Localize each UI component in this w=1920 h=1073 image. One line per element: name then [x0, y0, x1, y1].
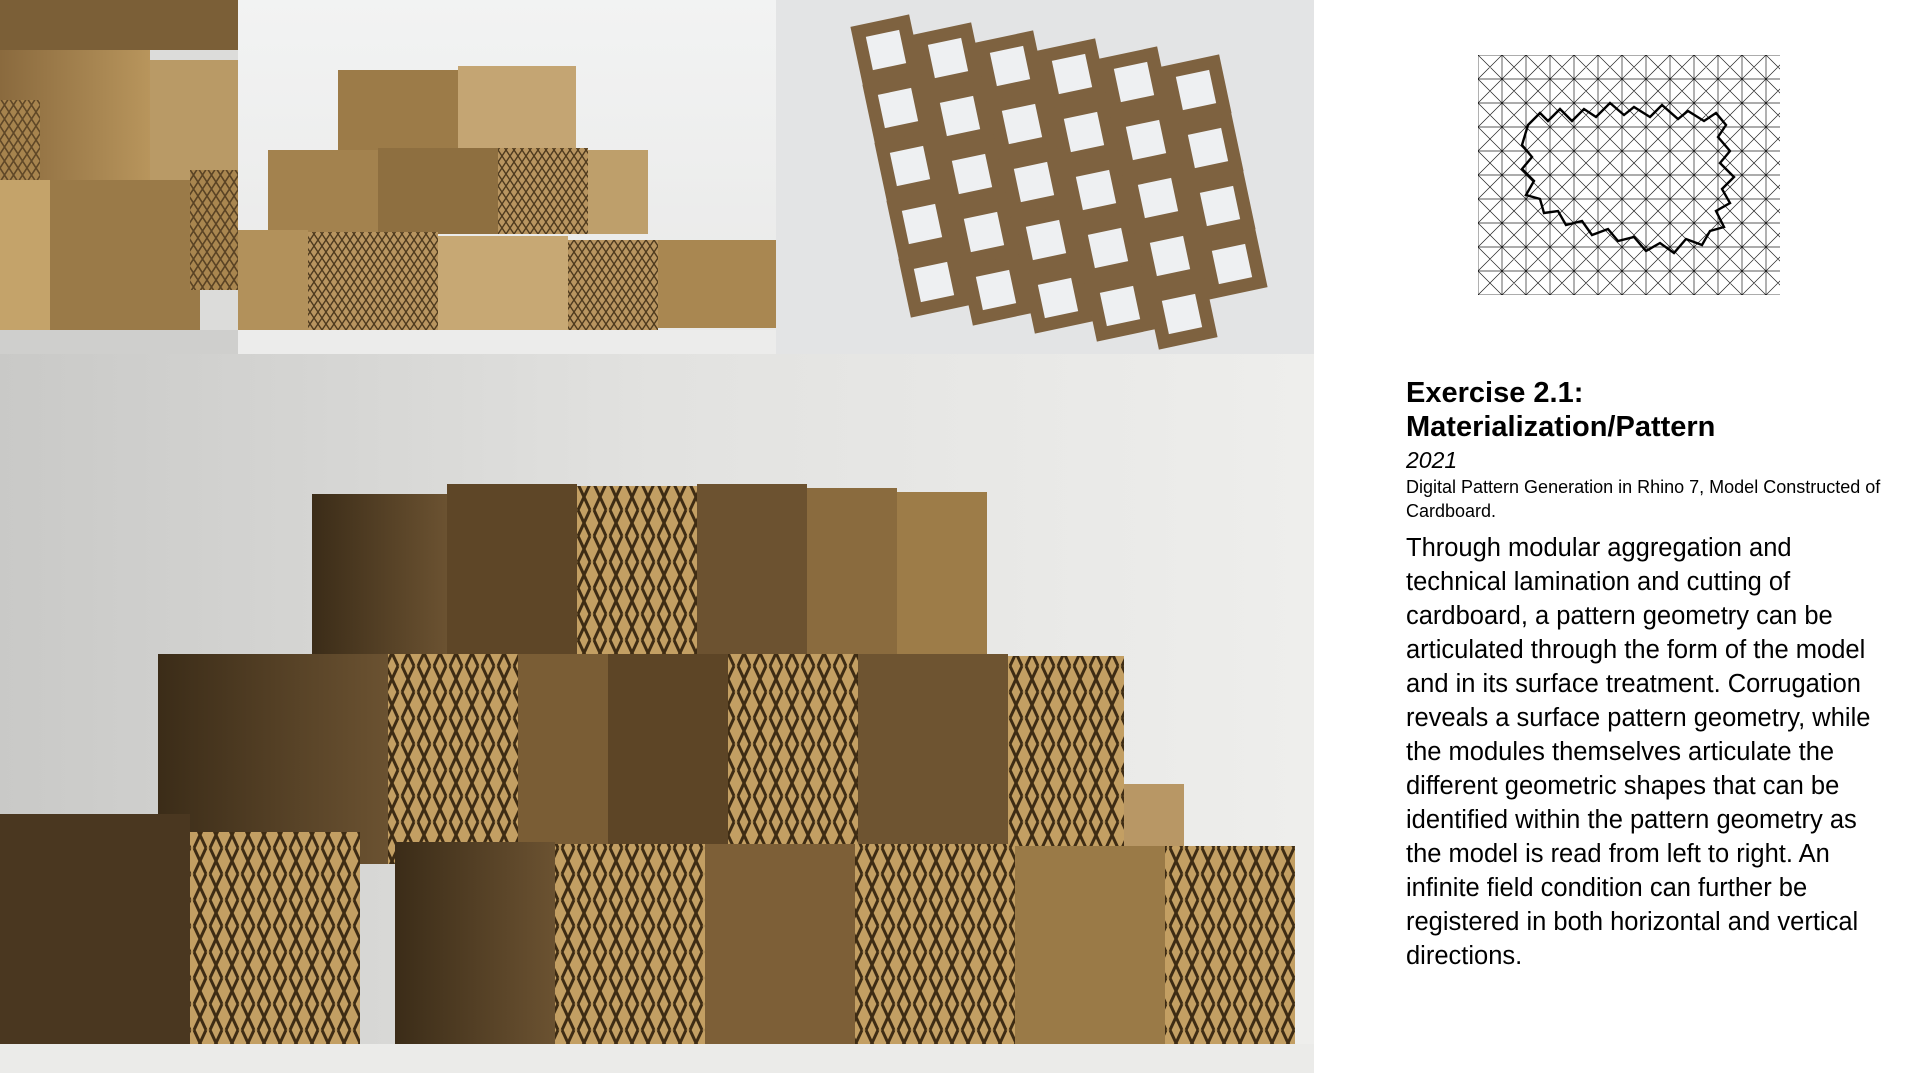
lattice-frame	[1022, 262, 1093, 333]
pattern-outline	[1522, 103, 1734, 253]
exercise-year: 2021	[1406, 447, 1458, 473]
cardboard-model-main-photo	[0, 354, 1314, 1073]
cardboard-cubes-photo-aggregation	[238, 0, 776, 354]
cardboard-lattice-photo	[776, 0, 1314, 354]
lattice-frame	[1146, 278, 1217, 349]
exercise-title-line-1: Exercise 2.1:	[1406, 377, 1584, 409]
pattern-geometry-diagram	[1478, 55, 1780, 295]
pattern-grid-lines	[1478, 55, 1780, 295]
cardboard-cubes-photo-closeup	[0, 0, 238, 354]
exercise-title-line-2: Materialization/Pattern	[1406, 411, 1716, 443]
lattice-frame	[898, 246, 969, 317]
lattice-frames	[850, 14, 1267, 349]
lattice-frame	[1084, 270, 1155, 341]
lattice-frame	[960, 254, 1031, 325]
exercise-description	[1406, 376, 1886, 973]
exercise-body-text: Through modular aggregation and technical lamination and cutting of cardboard, a pattern geometry can be articulated through the form of the model and in its surface treatment. Corrugation reveals a surface pattern geometry, while the modules themselves articulate the different geometric shapes that can be identified within the pattern geometry as the model is read from left to right. An infinite field condition can further be registered in both horizontal and vertical directions.	[1406, 534, 1871, 970]
exercise-subtitle: Digital Pattern Generation in Rhino 7, Model Constructed of Cardboard.	[1406, 477, 1881, 521]
